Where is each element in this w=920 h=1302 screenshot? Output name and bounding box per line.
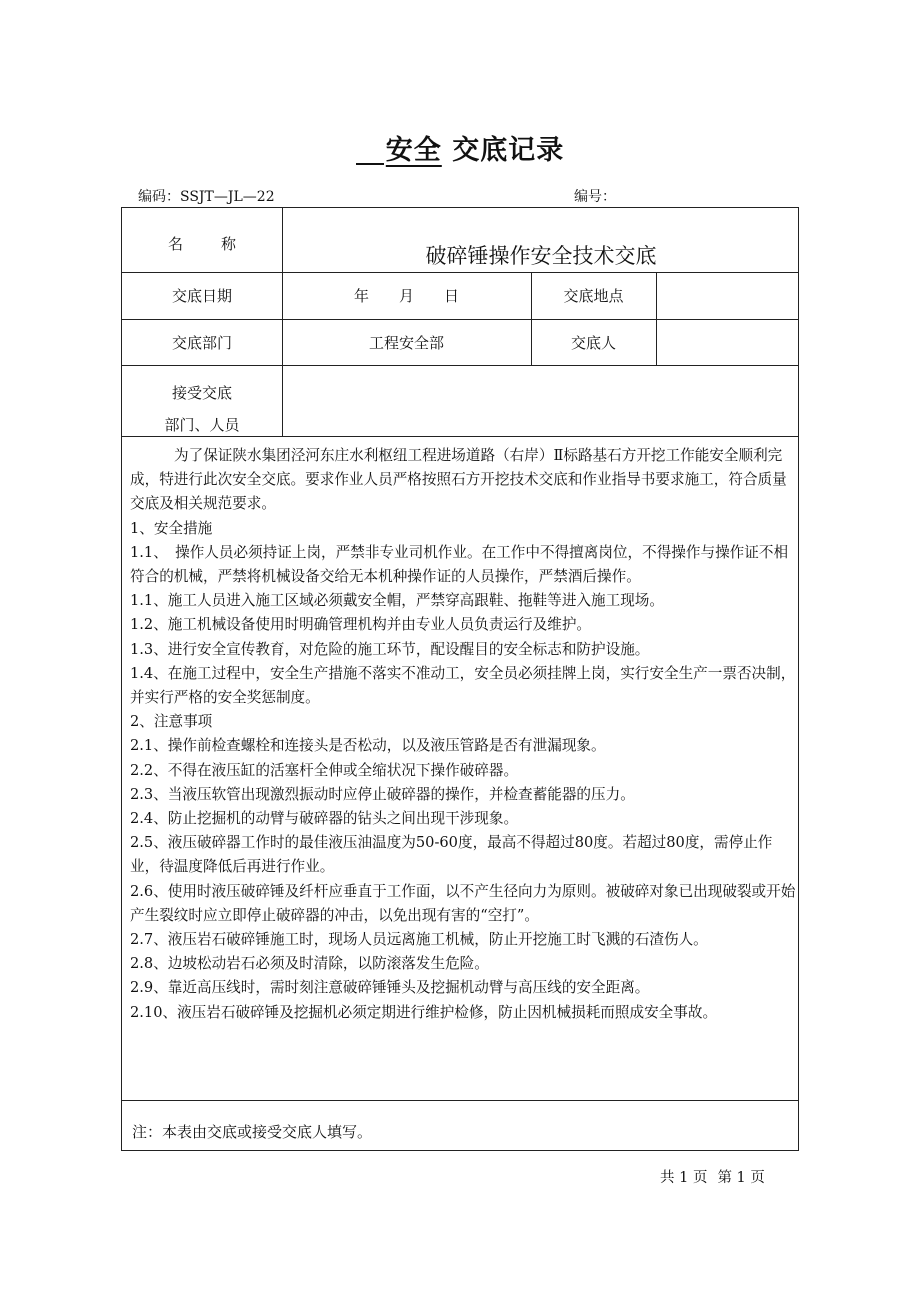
document-title xyxy=(0,128,920,167)
document-name: 破碎锤操作安全技术交底 xyxy=(425,244,657,268)
place-value[interactable] xyxy=(656,272,800,319)
person-label: 交底人 xyxy=(570,333,616,352)
content-item: 1.1、施工人员进入施工区域必须戴安全帽，严禁穿高跟鞋、拖鞋等进入施工现场。 xyxy=(130,592,664,610)
content-item: 1.2、施工机械设备使用时明确管理机构并由专业人员负责运行及维护。 xyxy=(130,616,592,634)
form-note: 注：本表由交底或接受交底人填写。 xyxy=(132,1123,373,1141)
form-number: 编号： xyxy=(574,189,616,205)
name-label xyxy=(122,230,282,256)
content-item: 2.7、液压岩石破碎锤施工时，现场人员远离施工机械，防止开挖施工时飞溅的石渣伤人。 xyxy=(130,931,708,949)
content-item: 2.2、不得在液压缸的活塞杆全伸或全缩状况下操作破碎器。 xyxy=(130,761,519,779)
content-item: 1.4、在施工过程中，安全生产措施不落实不准动工，安全员必须挂牌上岗，实行安全生产一票否决制，并实行严格的安全奖惩制度。 xyxy=(130,664,796,707)
content-item: 2.5、液压破碎器工作时的最佳液压油温度为50-60度，最高不得超过80度。若超过80度，需停止作业，待温度降低后再进行作业。 xyxy=(130,834,773,876)
person-value[interactable] xyxy=(656,319,800,365)
content-item: 2.1、操作前检查螺栓和连接头是否松动，以及液压管路是否有泄漏现象。 xyxy=(130,737,606,755)
section-heading: 1、安全措施 xyxy=(130,519,213,537)
content-item: 1.1、 操作人员必须持证上岗，严禁非专业司机作业。在工作中不得擅离岗位，不得操作与操作证不相符合的机械，严禁将机械设备交给无本机种操作证的人员操作，严禁酒后操作。 xyxy=(130,543,789,586)
content-item: 2.4、防止挖掘机的动臂与破碎器的钻头之间出现干涉现象。 xyxy=(130,810,519,828)
content-item: 2.10、液压岩石破碎锤及挖掘机必须定期进行维护检修，防止因机械损耗而照成安全事故。 xyxy=(130,1003,718,1021)
total-pages: 共 1 页 xyxy=(660,1170,708,1186)
page-footer xyxy=(660,1166,775,1187)
current-page: 第 1 页 xyxy=(717,1170,765,1186)
name-label-char-1: 名 xyxy=(167,234,183,253)
safety-briefing-form xyxy=(121,207,799,1151)
section-heading: 2、注意事项 xyxy=(130,713,213,731)
receiver-value[interactable] xyxy=(282,365,800,436)
content-item: 2.9、靠近高压线时，需时刻注意破碎锤锤头及挖掘机动臂与高压线的安全距离。 xyxy=(130,979,650,997)
title-prefix: 安全 xyxy=(385,135,442,166)
intro-paragraph: 为了保证陕水集团泾河东庄水利枢纽工程进场道路（右岸）Ⅱ标路基石方开挖工作能安全顺利完成，特进行此次安全交底。要求作业人员严格按照石方开挖技术交底和作业指导书要求施工，符合质量交底及相关规范要求。 xyxy=(130,447,787,513)
row-divider xyxy=(122,1100,798,1101)
name-label-char-2: 称 xyxy=(221,234,237,253)
content-item: 2.3、当液压软管出现激烈振动时应停止破碎器的操作，并检查蓄能器的压力。 xyxy=(130,785,635,803)
title-underline-blank xyxy=(356,162,384,165)
title-suffix: 交底记录 xyxy=(452,135,565,166)
receiver-label-line-1: 接受交底 xyxy=(171,384,232,402)
dept-label: 交底部门 xyxy=(171,333,232,352)
dept-value: 工程安全部 xyxy=(368,333,444,352)
content-item: 2.8、边坡松动岩石必须及时清除，以防滚落发生危险。 xyxy=(130,955,489,973)
date-value[interactable]: 年 月 日 xyxy=(353,287,459,305)
row-divider xyxy=(122,436,798,437)
date-label: 交底日期 xyxy=(171,287,232,305)
receiver-label-line-2: 部门、人员 xyxy=(164,416,240,434)
content-item: 2.6、使用时液压破碎锤及纤杆应垂直于工作面，以不产生径向力为原则。被破碎对象已出现破裂或开始产生裂纹时应立即停止破碎器的冲击，以免出现有害的“空打”。 xyxy=(130,882,796,924)
briefing-content xyxy=(130,444,796,1025)
content-item: 1.3、进行安全宣传教育，对危险的施工环节，配设醒目的安全标志和防护设施。 xyxy=(130,640,650,658)
place-label: 交底地点 xyxy=(563,287,624,305)
form-code: 编码：SSJT—JL—22 xyxy=(138,189,275,205)
